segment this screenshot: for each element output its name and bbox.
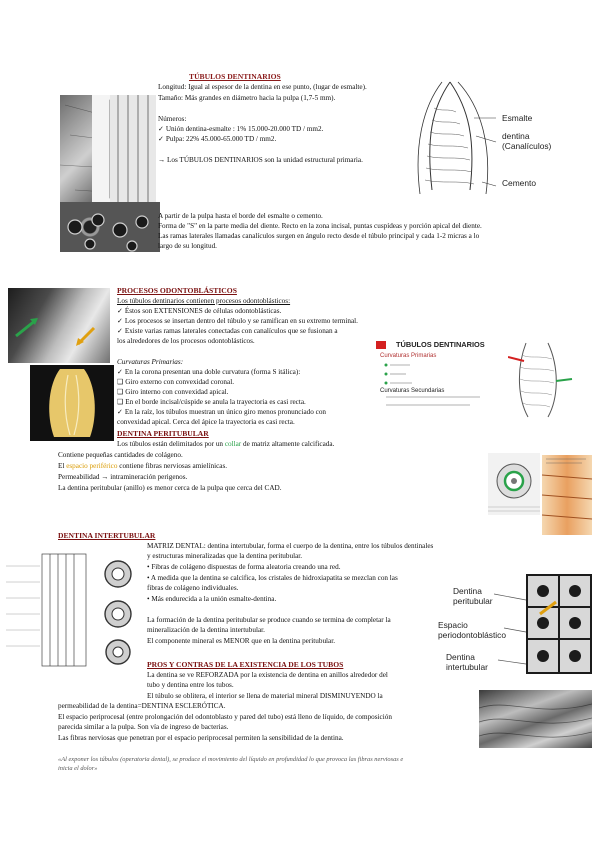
- procesos-line2: ✓ Éstos son EXTENSIONES de células odontoblásticas.: [117, 307, 282, 315]
- intertubular-columns-icon: [6, 546, 146, 672]
- pros-line7: Las fibras nerviosas que penetran por el espacio periprocesal permiten la sensibilidad de la dentina.: [58, 734, 344, 742]
- procesos-line5: los alrededores de los procesos odontoblásticos.: [117, 337, 255, 345]
- curv-c5: ✓ En la raíz, los túbulos muestran un único giro menos pronunciado con: [117, 408, 327, 416]
- slide-red-badge: [376, 341, 386, 349]
- pros-line6: parecida similar a la pulpa. Son vía de ingreso de bacterias.: [58, 723, 229, 731]
- procesos-line4: ✓ Existe varias ramas laterales conectadas con canalículos que se fusionan a: [117, 327, 338, 335]
- pros-line5: El espacio periprocesal (entre prolongación del odontoblasto y pared del tubo) está lleno de líquido, de composición: [58, 713, 392, 721]
- curv-c2: ❑ Giro externo con convexidad coronal.: [117, 378, 235, 386]
- intro-num2: ✓ Pulpa: 22% 45.000-65.000 TD / mm2.: [158, 135, 277, 143]
- micro-label-intertubular: Dentina intertubular: [446, 652, 488, 672]
- sclerotic-texture-icon: [479, 690, 592, 748]
- procesos-line3: ✓ Los procesos se insertan dentro del túbulo y se ramifican en su extremo terminal.: [117, 317, 358, 325]
- label-cemento: Cemento: [502, 178, 536, 188]
- tooth-wave-icon: [508, 339, 574, 419]
- section-lines-icon: [110, 95, 156, 205]
- intertubular-f1: La formación de la dentina peritubular se produce cuando se termina de completar la: [147, 616, 391, 624]
- peritubular-section-diagram: [542, 455, 592, 535]
- intertubular-heading: DENTINA INTERTUBULAR: [58, 531, 156, 540]
- dentin-micrograph-grid: [526, 574, 592, 674]
- intro-unit: → Los TÚBULOS DENTINARIOS son la unidad estructural primaria.: [158, 156, 363, 164]
- pros-line2: tubo y dentina entre los tubos.: [147, 681, 234, 689]
- micrograph-cells-icon: [526, 574, 592, 674]
- intertubular-b2: • A medida que la dentina se calcifica, los cristales de hidroxiapatita se mezclan con las: [147, 574, 398, 582]
- slide-title: TÚBULOS DENTINARIOS: [396, 340, 485, 349]
- pros-line3: El túbulo se oblitera, el interior se llena de material mineral DISMINUYENDO la: [147, 692, 383, 700]
- curvaturas-label: Curvaturas Primarias:: [117, 358, 184, 366]
- slide-sub1: Curvaturas Primarias: [380, 353, 437, 359]
- label-dentina: dentina: [502, 131, 530, 141]
- intertubular-b2b: fibras de colágeno individuales.: [147, 584, 239, 592]
- peritubular-line3: El espacio periférico contiene fibras nerviosas amielínicas.: [58, 462, 228, 470]
- pros-line4: permeabilidad de la dentina=DENTINA ESCLERÓTICA.: [58, 702, 226, 710]
- micro-label-peritubular: Dentina peritubular: [453, 586, 493, 606]
- tubule-longitudinal-section: [110, 95, 156, 205]
- para2-line1: A partir de la pulpa hasta el borde del esmalte o cemento.: [158, 212, 323, 220]
- intro-numeros-label: Números:: [158, 115, 187, 123]
- intertubular-f2: mineralización de la dentina intertubular.: [147, 626, 265, 634]
- pros-note1: «Al exponer los túbulos (operatoria dental), se produce el movimiento del líquido en profundidad lo que provoca las fibras nerviosas e: [58, 756, 404, 763]
- para2-line4: largo de su longitud.: [158, 242, 217, 250]
- peritubular-heading: DENTINA PERITUBULAR: [117, 429, 209, 438]
- peritubular-line2: Contiene pequeñas cantidades de colágeno.: [58, 451, 183, 459]
- tooth-outline-icon: [412, 78, 502, 196]
- curv-c6: convexidad apical. Cerca del ápice la trayectoria es casi recta.: [117, 418, 295, 426]
- para2-line3: Las ramas laterales llamadas canalículos surgen en ángulo recto desde el túbulo principal y cada 1-2 micras a lo: [158, 232, 480, 240]
- tubule-cross-section-sem: [60, 202, 160, 252]
- intro-num1: ✓ Unión dentina-esmalte : 1% 15.000-20.000 TD / mm2.: [158, 125, 324, 133]
- tooth-tubule-diagram: [412, 78, 502, 196]
- peritubular-line5: La dentina peritubular (anillo) es menor cerca de la pulpa que cerca del CAD.: [58, 484, 282, 492]
- intertubular-b1: • Fibras de colágeno dispuestas de forma aleatoria creando una red.: [147, 563, 341, 571]
- slide-sub2: Curvaturas Secundarias: [380, 388, 445, 394]
- curv-c3: ❑ Giro interno con convexidad apical.: [117, 388, 229, 396]
- intertubular-diagram: [6, 546, 146, 672]
- intertubular-line2: y estructuras mineralizadas que la dentina peritubular.: [147, 552, 303, 560]
- procesos-line1: Los túbulos dentinarios contienen procesos odontoblásticos:: [117, 297, 291, 305]
- para2-line2: Forma de "S" en la parte media del diente. Recto en la zona incisal, puntas cuspídeas y porción apical del diente.: [158, 222, 482, 230]
- curv-c4: ❑ En el borde incisal/cúspide se anula la trayectoria es casi recta.: [117, 398, 306, 406]
- intertubular-b3: • Más endurecida a la unión esmalte-dentina.: [147, 595, 277, 603]
- curvature-arrows-icon: [8, 288, 110, 363]
- section-bands-icon: [542, 455, 592, 535]
- sclerotic-dentin-micrograph: [479, 690, 592, 748]
- intro-longitud: Longitud: Igual al espesor de la dentina en ese punto, (lugar de esmalte).: [158, 83, 367, 91]
- peritubular-line1: Los túbulos están delimitados por un collar de matriz altamente calcificada.: [117, 440, 335, 448]
- label-canaliculos: (Canalículos): [502, 141, 552, 151]
- slide-bullets-icon: [380, 361, 490, 419]
- peritubular-line4: Permeabilidad → intramineración perigenos.: [58, 473, 188, 481]
- pros-heading: PROS Y CONTRAS DE LA EXISTENCIA DE LOS TUBOS: [147, 660, 344, 669]
- label-esmalte: Esmalte: [502, 113, 533, 123]
- ring-icon: [488, 453, 540, 515]
- pros-line1: La dentina se ve REFORZADA por la existencia de dentina en anillos alrededor del: [147, 671, 388, 679]
- peritubular-ring-diagram: [488, 453, 540, 515]
- micro-label-espacio: Espacio periodontoblástico: [438, 620, 506, 640]
- intertubular-line1: MATRIZ DENTAL: dentina intertubular, forma el cuerpo de la dentina, entre los túbulos dentinales: [147, 542, 434, 550]
- tooth-section-photo: [30, 365, 114, 441]
- micro-pointer-lines-icon: [494, 584, 528, 674]
- curv-c1: ✓ En la corona presentan una doble curvatura (forma S itálica):: [117, 368, 301, 376]
- procesos-heading: PROCESOS ODONTOBLÁSTICOS: [117, 286, 237, 295]
- intro-tamano: Tamaño: Más grandes en diámetro hacia la pulpa (1,7-5 mm).: [158, 94, 336, 102]
- dentin-curvature-photo: [8, 288, 110, 363]
- tooth-silhouette-icon: [30, 365, 114, 441]
- cross-holes-icon: [60, 202, 160, 252]
- page-title: TÚBULOS DENTINARIOS: [189, 72, 281, 81]
- tubule-curvature-slide: [376, 337, 576, 421]
- intertubular-f3: El componente mineral es MENOR que en la dentina peritubular.: [147, 637, 336, 645]
- pros-note2: inicia el dolor»: [58, 765, 98, 772]
